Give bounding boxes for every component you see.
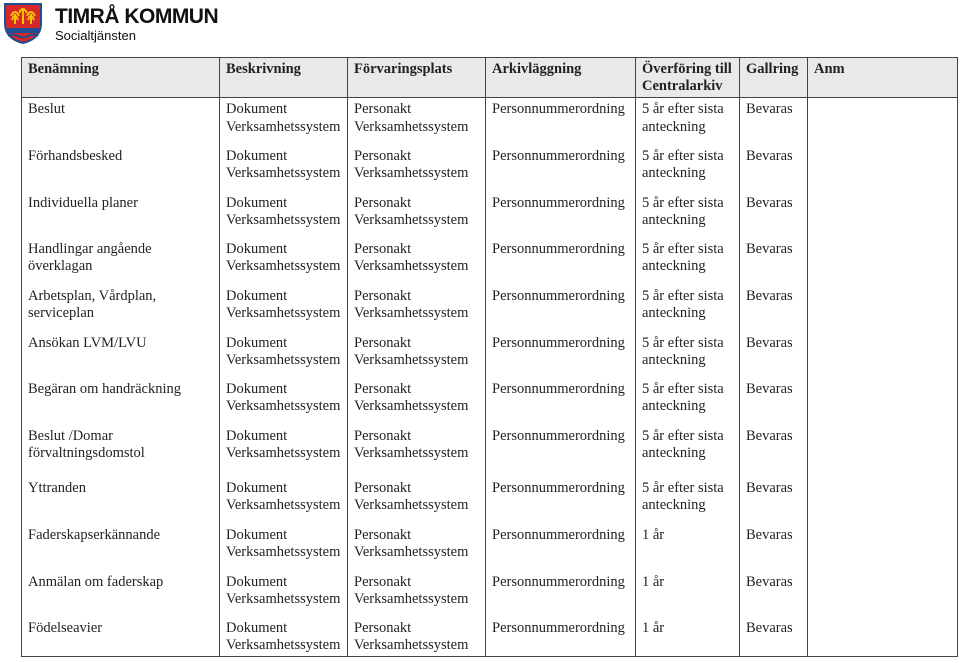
table-row [22, 477, 958, 524]
transfer-line: 1 år [642, 526, 665, 543]
storage-location-line: Verksamhetssystem [354, 118, 469, 135]
description-line: Dokument [226, 427, 288, 444]
storage-location-line: Verksamhetssystem [354, 445, 469, 461]
remark-cell [808, 192, 958, 238]
disposal-cell: Bevaras [740, 145, 808, 192]
archive-order-cell: Personnummerordning [486, 98, 636, 145]
remark-cell [808, 332, 958, 378]
storage-location-cell [348, 192, 486, 238]
table-row [22, 332, 958, 378]
archive-order-cell: Personnummerordning [486, 192, 636, 238]
description-line: Dokument [226, 101, 288, 117]
storage-location-cell [348, 285, 486, 332]
remark-cell [808, 571, 958, 617]
column-header-beskrivning: Beskrivning [220, 58, 348, 98]
transfer-line: 5 år efter sista [642, 194, 724, 211]
disposal-cell: Bevaras [740, 524, 808, 571]
storage-location-line: Personakt [354, 619, 412, 636]
table-row [22, 285, 958, 332]
transfer-cell [636, 425, 740, 477]
description-line: Verksamhetssystem [226, 398, 341, 414]
disposal-cell: Bevaras [740, 238, 808, 285]
remark-cell [808, 617, 958, 657]
disposal-cell: Bevaras [740, 477, 808, 524]
description-cell [220, 192, 348, 238]
storage-location-cell [348, 332, 486, 378]
transfer-line: anteckning [642, 212, 706, 228]
transfer-cell [636, 98, 740, 145]
page-header [0, 0, 300, 48]
transfer-line: anteckning [642, 445, 706, 461]
storage-location-line: Personakt [354, 427, 412, 444]
description-line: Verksamhetssystem [226, 445, 341, 461]
remark-cell [808, 145, 958, 192]
transfer-line: 5 år efter sista [642, 479, 724, 496]
transfer-line: 5 år efter sista [642, 380, 724, 397]
description-cell [220, 378, 348, 425]
remark-cell [808, 524, 958, 571]
department-name: Socialtjänsten [55, 28, 136, 43]
transfer-cell [636, 571, 740, 617]
archive-order-cell: Personnummerordning [486, 477, 636, 524]
description-line: Verksamhetssystem [226, 212, 341, 228]
archive-order-cell: Personnummerordning [486, 524, 636, 571]
description-line: Verksamhetssystem [226, 352, 341, 368]
description-cell [220, 571, 348, 617]
table-row [22, 378, 958, 425]
name-cell: Beslut [22, 98, 220, 145]
disposal-cell: Bevaras [740, 378, 808, 425]
storage-location-line: Personakt [354, 194, 412, 211]
transfer-cell [636, 332, 740, 378]
description-cell [220, 98, 348, 145]
description-line: Dokument [226, 479, 288, 496]
description-line: Dokument [226, 380, 288, 397]
description-cell [220, 477, 348, 524]
storage-location-line: Verksamhetssystem [354, 352, 469, 368]
table-row [22, 425, 958, 477]
name-cell: Individuella planer [22, 192, 220, 238]
transfer-cell [636, 145, 740, 192]
description-line: Verksamhetssystem [226, 544, 341, 560]
disposal-cell: Bevaras [740, 192, 808, 238]
archive-order-cell: Personnummerordning [486, 571, 636, 617]
storage-location-line: Verksamhetssystem [354, 398, 469, 414]
table-row [22, 571, 958, 617]
storage-location-cell [348, 425, 486, 477]
description-line: Verksamhetssystem [226, 165, 341, 181]
storage-location-line: Personakt [354, 287, 412, 304]
storage-location-line: Personakt [354, 573, 412, 590]
remark-cell [808, 378, 958, 425]
archive-order-cell: Personnummerordning [486, 425, 636, 477]
description-line: Dokument [226, 526, 288, 543]
transfer-line: anteckning [642, 165, 706, 181]
storage-location-line: Verksamhetssystem [354, 212, 469, 228]
storage-location-line: Verksamhetssystem [354, 544, 469, 560]
transfer-line: 5 år efter sista [642, 287, 724, 304]
storage-location-cell [348, 238, 486, 285]
name-cell: Faderskapserkännande [22, 524, 220, 571]
archive-order-cell: Personnummerordning [486, 332, 636, 378]
disposal-cell: Bevaras [740, 332, 808, 378]
description-line: Verksamhetssystem [226, 118, 341, 135]
storage-location-line: Personakt [354, 479, 412, 496]
storage-location-line: Personakt [354, 334, 412, 351]
description-line: Verksamhetssystem [226, 305, 341, 321]
storage-location-cell [348, 145, 486, 192]
column-header-gallring: Gallring [740, 58, 808, 98]
description-line: Dokument [226, 287, 288, 304]
transfer-line: anteckning [642, 398, 706, 414]
description-line: Dokument [226, 334, 288, 351]
remark-cell [808, 98, 958, 145]
storage-location-line: Personakt [354, 240, 412, 257]
transfer-cell [636, 238, 740, 285]
name-cell: Begäran om handräckning [22, 378, 220, 425]
description-cell [220, 425, 348, 477]
storage-location-line: Personakt [354, 147, 412, 164]
records-table [21, 57, 958, 657]
column-header-benamning: Benämning [22, 58, 220, 98]
transfer-cell [636, 477, 740, 524]
column-header-anm: Anm [808, 58, 958, 98]
transfer-cell [636, 285, 740, 332]
name-cell: Arbetsplan, Vårdplan, serviceplan [22, 285, 220, 332]
table-header-row [22, 58, 958, 98]
transfer-line: 1 år [642, 573, 665, 590]
storage-location-cell [348, 524, 486, 571]
name-cell: Yttranden [22, 477, 220, 524]
description-cell [220, 238, 348, 285]
storage-location-line: Verksamhetssystem [354, 497, 469, 513]
description-line: Verksamhetssystem [226, 637, 341, 653]
remark-cell [808, 425, 958, 477]
table-row [22, 524, 958, 571]
description-line: Dokument [226, 573, 288, 590]
disposal-cell: Bevaras [740, 571, 808, 617]
transfer-line: 5 år efter sista [642, 427, 724, 444]
storage-location-line: Verksamhetssystem [354, 305, 469, 321]
disposal-cell: Bevaras [740, 98, 808, 145]
transfer-line: 1 år [642, 619, 665, 636]
transfer-line: anteckning [642, 258, 706, 274]
disposal-cell: Bevaras [740, 617, 808, 657]
storage-location-line: Verksamhetssystem [354, 258, 469, 274]
remark-cell [808, 238, 958, 285]
description-line: Dokument [226, 194, 288, 211]
transfer-line: 5 år efter sista [642, 240, 724, 257]
transfer-line: 5 år efter sista [642, 101, 724, 117]
description-cell [220, 617, 348, 657]
archive-order-cell: Personnummerordning [486, 238, 636, 285]
description-cell [220, 524, 348, 571]
storage-location-cell [348, 378, 486, 425]
transfer-line: anteckning [642, 497, 706, 513]
description-cell [220, 332, 348, 378]
name-cell: Ansökan LVM/LVU [22, 332, 220, 378]
transfer-cell [636, 617, 740, 657]
storage-location-line: Personakt [354, 101, 412, 117]
table-row [22, 238, 958, 285]
column-header-arkivlaggning: Arkivläggning [486, 58, 636, 98]
transfer-line: anteckning [642, 352, 706, 368]
description-line: Dokument [226, 619, 288, 636]
name-cell: Födelseavier [22, 617, 220, 657]
description-line: Verksamhetssystem [226, 591, 341, 607]
storage-location-line: Personakt [354, 526, 412, 543]
storage-location-cell [348, 477, 486, 524]
archive-order-cell: Personnummerordning [486, 285, 636, 332]
description-line: Dokument [226, 147, 288, 164]
remark-cell [808, 285, 958, 332]
name-cell: Beslut /Domar förvaltningsdomstol [22, 425, 220, 477]
name-cell: Förhandsbesked [22, 145, 220, 192]
storage-location-line: Personakt [354, 380, 412, 397]
description-cell [220, 285, 348, 332]
table-row [22, 145, 958, 192]
municipal-crest-icon [3, 2, 43, 44]
column-header-overforing: Överföring till Centralarkiv [636, 58, 740, 98]
storage-location-cell [348, 617, 486, 657]
transfer-line: anteckning [642, 118, 706, 135]
description-line: Dokument [226, 240, 288, 257]
archive-order-cell: Personnummerordning [486, 145, 636, 192]
archive-order-cell: Personnummerordning [486, 617, 636, 657]
description-line: Verksamhetssystem [226, 497, 341, 513]
transfer-line: 5 år efter sista [642, 147, 724, 164]
storage-location-cell [348, 571, 486, 617]
storage-location-line: Verksamhetssystem [354, 637, 469, 653]
table-row [22, 98, 958, 145]
brand-name: TIMRÅ KOMMUN [55, 5, 219, 28]
remark-cell [808, 477, 958, 524]
name-cell: Anmälan om faderskap [22, 571, 220, 617]
table-row [22, 192, 958, 238]
transfer-cell [636, 378, 740, 425]
transfer-line: anteckning [642, 305, 706, 321]
column-header-forvaringsplats: Förvaringsplats [348, 58, 486, 98]
storage-location-line: Verksamhetssystem [354, 591, 469, 607]
disposal-cell: Bevaras [740, 285, 808, 332]
transfer-cell [636, 524, 740, 571]
transfer-line: 5 år efter sista [642, 334, 724, 351]
description-cell [220, 145, 348, 192]
transfer-cell [636, 192, 740, 238]
storage-location-line: Verksamhetssystem [354, 165, 469, 181]
table-row [22, 617, 958, 657]
description-line: Verksamhetssystem [226, 258, 341, 274]
storage-location-cell [348, 98, 486, 145]
archive-order-cell: Personnummerordning [486, 378, 636, 425]
disposal-cell: Bevaras [740, 425, 808, 477]
name-cell: Handlingar angående överklagan [22, 238, 220, 285]
